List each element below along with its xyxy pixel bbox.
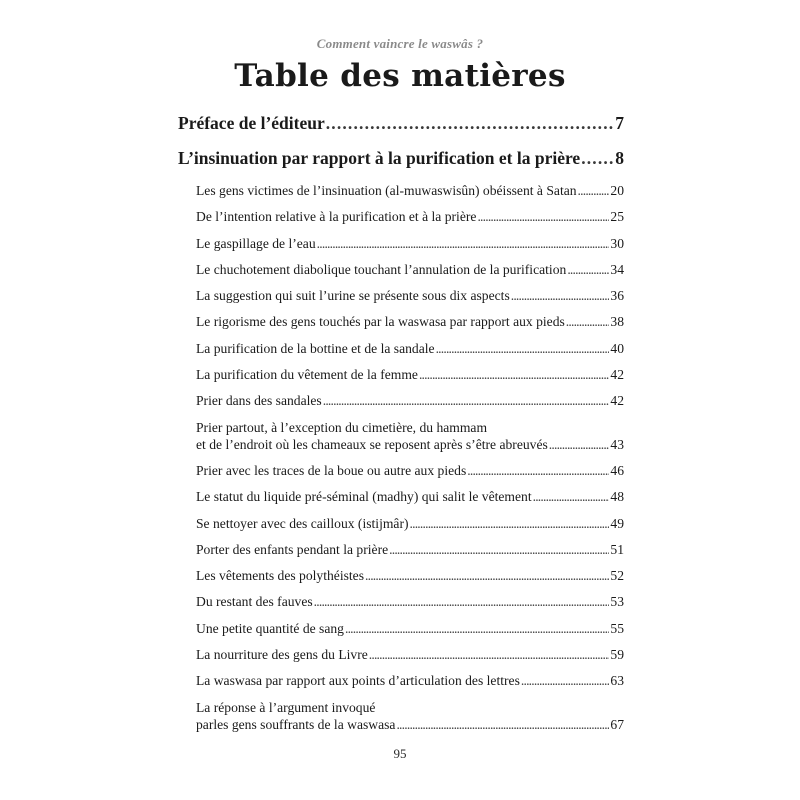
entry-page-number: 52 bbox=[610, 568, 624, 584]
toc-section-entry bbox=[178, 392, 624, 409]
entry-page-number: 8 bbox=[615, 148, 624, 168]
page-number: 95 bbox=[393, 746, 407, 761]
toc-section-entry bbox=[178, 313, 624, 330]
entry-page-number: 38 bbox=[610, 314, 624, 330]
entry-page-number: 25 bbox=[610, 209, 624, 225]
toc-section-entry bbox=[178, 567, 624, 584]
dot-leader bbox=[436, 340, 610, 357]
entry-page-number: 42 bbox=[610, 393, 624, 409]
dot-leader bbox=[317, 235, 610, 252]
entry-page-number: 7 bbox=[615, 113, 624, 133]
dot-leader bbox=[477, 208, 609, 225]
toc-section-entry bbox=[178, 340, 624, 357]
entry-page-number: 49 bbox=[610, 515, 624, 531]
toc-section-entry bbox=[178, 699, 624, 733]
dot-leader bbox=[323, 392, 610, 409]
entry-title: Préface de l’éditeur bbox=[178, 113, 325, 133]
entry-page-number: 20 bbox=[610, 183, 624, 198]
toc-section-entry bbox=[178, 620, 624, 637]
entry-title: L’insinuation par rapport à la purification et la prière bbox=[178, 148, 581, 168]
dot-leader bbox=[419, 366, 609, 383]
dot-leader bbox=[549, 436, 610, 453]
running-head: Comment vaincre le waswâs ? bbox=[316, 36, 484, 51]
toc-section-entry bbox=[178, 646, 624, 663]
toc-section-entry bbox=[178, 462, 624, 479]
entry-title: Prier dans des sandales bbox=[196, 393, 322, 409]
entry-page-number: 34 bbox=[610, 261, 624, 277]
dot-leader bbox=[389, 541, 609, 558]
dot-leader bbox=[578, 182, 610, 199]
toc-section-entry bbox=[178, 672, 624, 689]
entry-page-number: 42 bbox=[610, 367, 624, 383]
entry-title: Le rigorisme des gens touchés par la waswasa par rapport aux pieds bbox=[196, 314, 565, 330]
toc-section-entry bbox=[178, 488, 624, 505]
entry-title: De l’intention relative à la purification et à la prière bbox=[196, 209, 477, 225]
toc-section-entry bbox=[178, 208, 624, 225]
entry-page-number: 53 bbox=[610, 594, 624, 610]
entry-title: La purification de la bottine et de la sandale bbox=[196, 340, 435, 356]
entry-title: La nourriture des gens du Livre bbox=[196, 647, 368, 663]
entry-title: Les gens victimes de l’insinuation (al-muwaswisûn) obéissent à Satan bbox=[196, 183, 577, 198]
toc-section-entry bbox=[178, 182, 624, 199]
entry-title: Les vêtements des polythéistes bbox=[196, 568, 364, 584]
entry-title: La waswasa par rapport aux points d’articulation des lettres bbox=[196, 673, 520, 689]
dot-leader bbox=[521, 672, 610, 689]
dot-leader bbox=[396, 716, 609, 733]
entry-title: Le chuchotement diabolique touchant l’annulation de la purification bbox=[196, 261, 567, 277]
entry-title: Prier partout, à l’exception du cimetière, du hammam et de l’endroit où les chameaux se reposent après s’être abreuvés bbox=[196, 419, 548, 452]
entry-page-number: 51 bbox=[610, 541, 624, 557]
entry-page-number: 43 bbox=[610, 436, 624, 452]
dot-leader bbox=[410, 515, 610, 532]
dot-leader bbox=[533, 488, 610, 505]
toc-section-entry bbox=[178, 515, 624, 532]
entry-title: Prier avec les traces de la boue ou autre aux pieds bbox=[196, 462, 467, 478]
dot-leader bbox=[581, 147, 614, 169]
entry-title: Le gaspillage de l’eau bbox=[196, 235, 316, 251]
dot-leader bbox=[369, 646, 610, 663]
toc-section-entry bbox=[178, 235, 624, 252]
entry-page-number: 30 bbox=[610, 235, 624, 251]
entry-page-number: 55 bbox=[610, 620, 624, 636]
entry-page-number: 36 bbox=[610, 288, 624, 304]
dot-leader bbox=[567, 261, 609, 278]
entry-title: La purification du vêtement de la femme bbox=[196, 367, 418, 383]
toc-section-entry bbox=[178, 419, 624, 453]
dot-leader bbox=[314, 593, 610, 610]
entry-page-number: 48 bbox=[610, 489, 624, 505]
dot-leader bbox=[566, 313, 610, 330]
dot-leader bbox=[365, 567, 609, 584]
toc-chapter-entry bbox=[178, 112, 624, 134]
entry-title: Le statut du liquide pré-séminal (madhy) qui salit le vêtement bbox=[196, 489, 532, 505]
toc-section-entry bbox=[178, 287, 624, 304]
entry-page-number: 67 bbox=[610, 716, 624, 732]
entry-title: Du restant des fauves bbox=[196, 594, 313, 610]
entry-title: Une petite quantité de sang bbox=[196, 620, 344, 636]
entry-page-number: 63 bbox=[610, 673, 624, 689]
toc-chapter-entry bbox=[178, 147, 624, 169]
entry-title: La réponse à l’argument invoqué parles gens souffrants de la waswasa bbox=[196, 699, 396, 732]
entry-title: Se nettoyer avec des cailloux (istijmâr) bbox=[196, 515, 409, 531]
toc-section-entry bbox=[178, 593, 624, 610]
table-of-contents bbox=[178, 112, 624, 742]
entry-page-number: 40 bbox=[610, 340, 624, 356]
dot-leader bbox=[511, 287, 610, 304]
dot-leader bbox=[345, 620, 609, 637]
toc-section-entry bbox=[178, 261, 624, 278]
entry-title: Porter des enfants pendant la prière bbox=[196, 541, 389, 557]
entry-page-number: 59 bbox=[610, 647, 624, 663]
toc-section-entry bbox=[178, 541, 624, 558]
entry-title: La suggestion qui suit l’urine se présente sous dix aspects bbox=[196, 288, 510, 304]
entry-page-number: 46 bbox=[610, 462, 624, 478]
page-title: Table des matières bbox=[234, 58, 566, 94]
toc-section-entry bbox=[178, 366, 624, 383]
dot-leader bbox=[326, 112, 615, 134]
dot-leader bbox=[467, 462, 609, 479]
